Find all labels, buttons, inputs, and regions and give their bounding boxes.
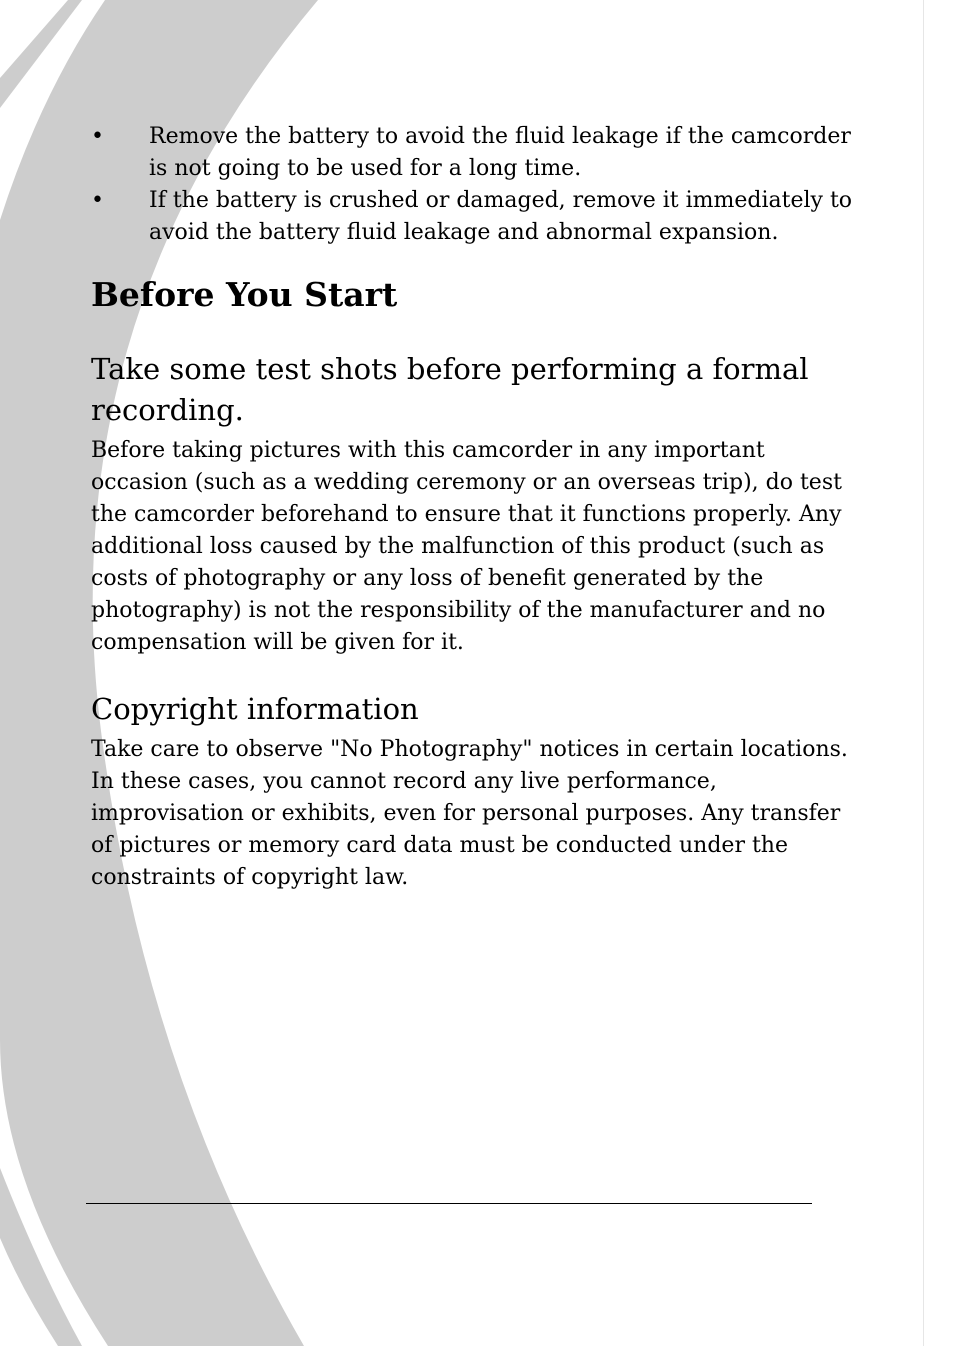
copyright-paragraph: Take care to observe "No Photography" notices in certain locations. In these cases, you cannot record any live performance, improvisation or exhibits, even for personal purposes. Any transfer of pictures or memory card data must be conducted under the constraints of copyright law. xyxy=(91,737,848,890)
copyright-heading: Copyright information xyxy=(91,692,419,726)
test-shots-heading: Take some test shots before performing a formal recording. xyxy=(91,352,809,427)
bullet-text: If the battery is crushed or damaged, remove it immediately to avoid the battery fluid leakage and abnormal expansion. xyxy=(149,188,853,245)
bullet-icon: • xyxy=(91,124,104,149)
footer-divider xyxy=(86,1203,812,1204)
test-shots-paragraph: Before taking pictures with this camcorder in any important occasion (such as a wedding ceremony or an overseas trip), do test the camcorder beforehand to ensure that it functions properly. Any additional loss caused by the malfunction of this product (such as costs of photography or any loss of benefit generated by the photography) is not the responsibility of the manufacturer and no compensation will be given for it. xyxy=(91,438,842,655)
page-right-edge xyxy=(923,0,924,1346)
list-item xyxy=(91,185,866,249)
section-title: Before You Start xyxy=(91,275,398,314)
page-content xyxy=(91,121,866,894)
bullet-text: Remove the battery to avoid the fluid leakage if the camcorder is not going to be used for a long time. xyxy=(149,124,851,181)
battery-bullet-list xyxy=(91,121,866,249)
list-item xyxy=(91,121,866,185)
bullet-icon: • xyxy=(91,188,104,213)
